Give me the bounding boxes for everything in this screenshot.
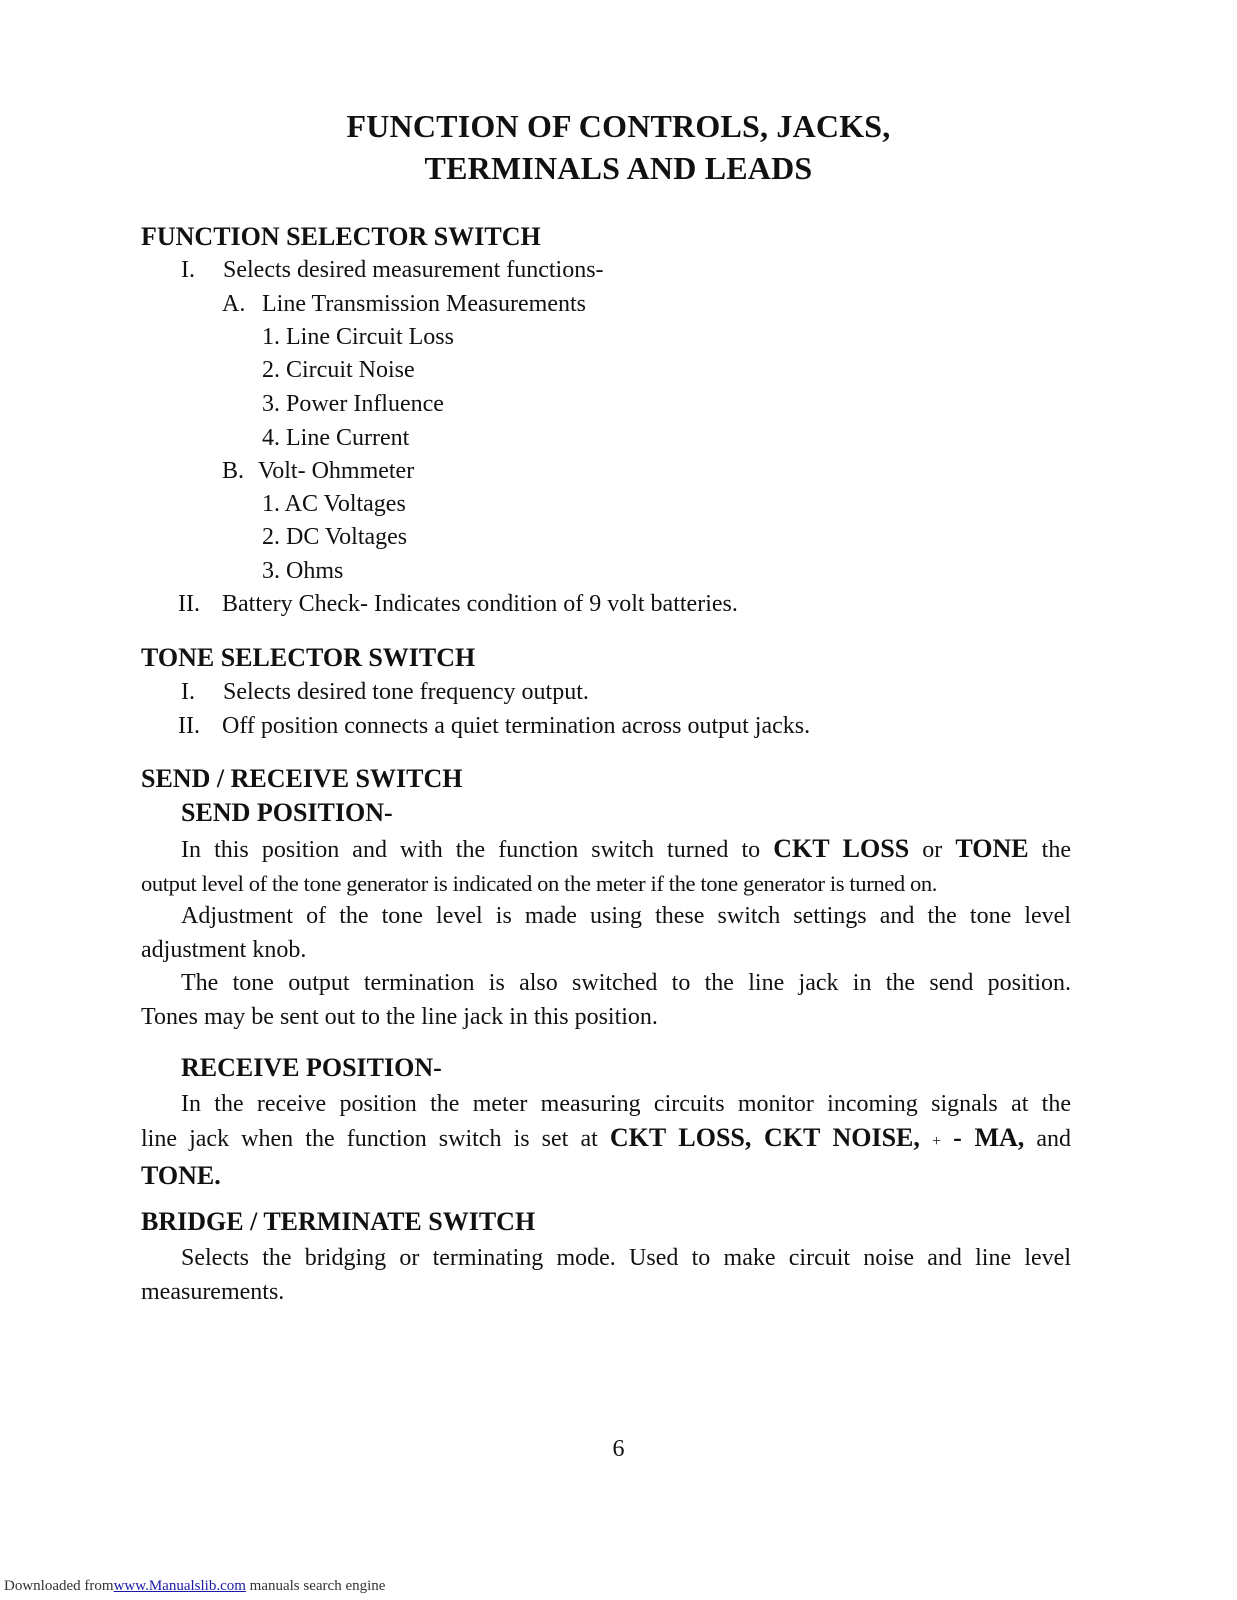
footer-suffix: manuals search engine xyxy=(249,1578,386,1594)
function-item-i xyxy=(181,257,604,284)
paragraph-line xyxy=(141,832,1071,867)
paragraph-line: Selects the bridging or terminating mode. Used to make circuit noise and line level xyxy=(181,1245,1071,1271)
list-item: 3. Power Influence xyxy=(262,391,444,417)
item-text: Selects desired tone frequency output. xyxy=(223,679,589,705)
tone-item-i xyxy=(181,679,589,706)
list-item: 1. Line Circuit Loss xyxy=(262,324,454,350)
send-receive-heading: SEND / RECEIVE SWITCH xyxy=(141,764,463,793)
list-item: 2. Circuit Noise xyxy=(262,357,415,383)
download-footer xyxy=(4,1578,385,1595)
item-text: Off position connects a quiet termination across output jacks. xyxy=(222,713,811,739)
text-run: In this position and with the function switch turned to xyxy=(181,837,761,863)
roman-numeral: I. xyxy=(181,679,195,705)
bold-term: - MA, xyxy=(953,1123,1025,1152)
function-selector-heading: FUNCTION SELECTOR SWITCH xyxy=(141,222,541,251)
item-text: Battery Check- Indicates condition of 9 volt batteries. xyxy=(222,591,738,617)
text-run: the xyxy=(1041,837,1071,863)
function-item-ii xyxy=(178,591,738,618)
item-text: Selects desired measurement functions- xyxy=(223,257,604,283)
bold-term: CKT LOSS xyxy=(773,834,910,863)
tone-selector-heading: TONE SELECTOR SWITCH xyxy=(141,643,476,672)
paragraph-line: Adjustment of the tone level is made using these switch settings and the tone level xyxy=(181,903,1071,929)
page-number: 6 xyxy=(612,1436,625,1462)
roman-numeral: II. xyxy=(178,713,200,739)
list-item: 3. Ohms xyxy=(262,558,344,584)
plus-sign: + xyxy=(932,1133,942,1150)
send-paragraph-3 xyxy=(141,966,1071,1034)
paragraph-line: Tones may be sent out to the line jack in this position. xyxy=(141,1004,658,1030)
roman-numeral: II. xyxy=(178,591,200,617)
paragraph-line: measurements. xyxy=(141,1279,285,1305)
send-position-heading: SEND POSITION- xyxy=(181,798,393,827)
text-run: or xyxy=(922,837,943,863)
paragraph-line: The tone output termination is also switched to the line jack in the send position. xyxy=(181,970,1071,996)
item-text: Volt- Ohmmeter xyxy=(258,458,415,484)
manualslib-link[interactable]: www.Manualslib.com xyxy=(113,1578,246,1594)
page-title-line-1: FUNCTION OF CONTROLS, JACKS, xyxy=(346,108,891,144)
send-paragraph-2 xyxy=(141,899,1071,967)
bold-term: TONE. xyxy=(141,1161,221,1190)
bold-term: TONE xyxy=(955,834,1029,863)
paragraph-line: adjustment knob. xyxy=(141,937,307,963)
list-item: 1. AC Voltages xyxy=(262,491,406,517)
function-item-b xyxy=(222,458,414,485)
paragraph-line: In the receive position the meter measuring circuits monitor incoming signals at the xyxy=(181,1091,1071,1117)
tone-item-ii xyxy=(178,713,810,740)
letter-marker: B. xyxy=(222,458,245,484)
item-text: Line Transmission Measurements xyxy=(262,291,586,317)
bridge-terminate-heading: BRIDGE / TERMINATE SWITCH xyxy=(141,1207,536,1236)
send-paragraph-1 xyxy=(141,832,1071,901)
paragraph-line xyxy=(141,1159,1071,1194)
bold-term: CKT LOSS, CKT NOISE, xyxy=(609,1123,920,1152)
text-run: and xyxy=(1036,1126,1072,1152)
receive-paragraph xyxy=(141,1087,1071,1194)
page-title-line-2: TERMINALS AND LEADS xyxy=(424,150,813,186)
function-item-a xyxy=(222,291,586,318)
list-item: 4. Line Current xyxy=(262,425,410,451)
paragraph-line xyxy=(141,1121,1071,1159)
bridge-paragraph xyxy=(141,1241,1071,1309)
letter-marker: A. xyxy=(222,291,246,317)
footer-prefix: Downloaded from xyxy=(4,1578,114,1594)
roman-numeral: I. xyxy=(181,257,195,283)
receive-position-heading: RECEIVE POSITION- xyxy=(181,1053,442,1082)
text-run: line jack when the function switch is set at xyxy=(141,1126,598,1152)
paragraph-line: output level of the tone generator is indicated on the meter if the tone generator is turned on. xyxy=(141,871,938,896)
list-item: 2. DC Voltages xyxy=(262,524,408,550)
